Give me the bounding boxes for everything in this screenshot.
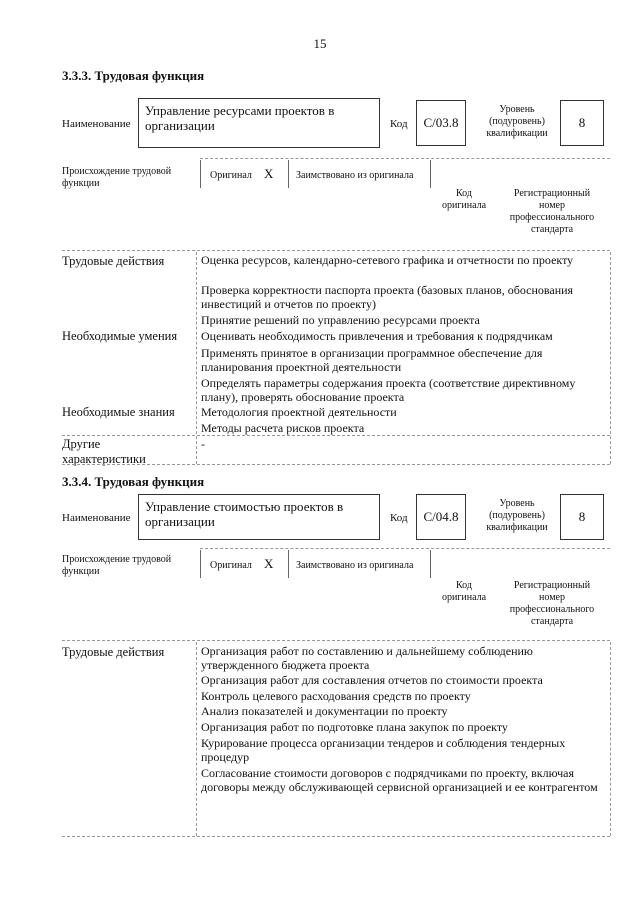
section-title: 3.3.4. Трудовая функция bbox=[62, 474, 205, 489]
knowledge-item: Методология проектной деятельности bbox=[201, 405, 397, 419]
code-value: C/03.8 bbox=[423, 115, 459, 130]
action-item: Организация работ по составлению и дальнейшему соблюдению утвержденного бюджета проекта bbox=[201, 644, 533, 672]
orig-code-label: Код оригинала bbox=[441, 580, 487, 603]
other-item: - bbox=[201, 437, 205, 451]
origin-label: Происхождение трудовой функции bbox=[62, 166, 172, 189]
origin-top-line bbox=[200, 158, 610, 159]
level-value: 8 bbox=[578, 115, 586, 130]
original-label: Оригинал bbox=[210, 560, 252, 571]
code-value: C/04.8 bbox=[423, 509, 459, 524]
origin-divider-1 bbox=[200, 160, 201, 188]
code-box bbox=[416, 494, 466, 540]
action-item: Проверка корректности паспорта проекта (базовых планов, обоснования инвестиций и отчетов по проекту) bbox=[201, 283, 574, 311]
table-bottom-line bbox=[62, 464, 610, 465]
action-item: Согласование стоимости договоров с подрядчиками по проекту, включая договоры между обслуживающей сервисной организацией и ее контрагентом bbox=[201, 766, 598, 794]
skill-item: Определять параметры содержания проекта (соответствие директивному плану), проверять обоснование проекта bbox=[201, 376, 576, 404]
origin-divider-3 bbox=[430, 160, 431, 188]
row-label-actions: Трудовые действия bbox=[62, 645, 165, 659]
level-label: Уровень (подуровень) квалификации bbox=[486, 104, 548, 139]
row-label-other: Другие характеристики bbox=[62, 437, 146, 466]
row-label-knowledge: Необходимые знания bbox=[62, 405, 175, 419]
code-box bbox=[416, 100, 466, 146]
row-label-skills: Необходимые умения bbox=[62, 329, 178, 343]
code-label: Код bbox=[390, 118, 408, 130]
original-label: Оригинал bbox=[210, 170, 252, 181]
name-label: Наименование bbox=[62, 512, 131, 524]
origin-divider-2 bbox=[288, 160, 289, 188]
table-col-line bbox=[196, 252, 197, 464]
function-name: Управление ресурсами проектов в организации bbox=[145, 103, 335, 133]
action-item: Оценка ресурсов, календарно-сетевого графика и отчетности по проекту bbox=[201, 253, 574, 267]
level-label: Уровень (подуровень) квалификации bbox=[486, 498, 548, 533]
table-bottom-line bbox=[62, 836, 610, 837]
section-title: 3.3.3. Трудовая функция bbox=[62, 68, 205, 83]
origin-divider-2 bbox=[288, 550, 289, 578]
page-number: 15 bbox=[313, 36, 327, 51]
level-box bbox=[560, 100, 604, 146]
original-mark: X bbox=[264, 166, 274, 181]
level-box bbox=[560, 494, 604, 540]
row-label-actions: Трудовые действия bbox=[62, 254, 165, 268]
skill-item: Применять принятое в организации программное обеспечение для планирования проектной деятельности bbox=[201, 346, 543, 374]
original-mark: X bbox=[264, 556, 274, 571]
skill-item: Оценивать необходимость привлечения и требования к подрядчикам bbox=[201, 329, 553, 343]
table-top-line bbox=[62, 640, 610, 641]
origin-divider-3 bbox=[430, 550, 431, 578]
origin-divider-1 bbox=[200, 550, 201, 578]
table-right-line bbox=[610, 252, 611, 464]
action-item: Курирование процесса организации тендеров и соблюдения тендерных процедур bbox=[201, 736, 566, 764]
knowledge-item: Методы расчета рисков проекта bbox=[201, 421, 365, 435]
action-item: Принятие решений по управлению ресурсами проекта bbox=[201, 313, 480, 327]
reg-number-label: Регистрационный номер профессионального стандарта bbox=[509, 580, 595, 627]
table-top-line bbox=[62, 250, 610, 251]
level-value: 8 bbox=[578, 509, 586, 524]
function-name-box bbox=[138, 98, 380, 148]
table-col-line bbox=[196, 642, 197, 836]
borrowed-label: Заимствовано из оригинала bbox=[296, 560, 414, 571]
origin-top-line bbox=[200, 548, 610, 549]
function-name-box bbox=[138, 494, 380, 540]
table-right-line bbox=[610, 642, 611, 836]
action-item: Анализ показателей и документации по проекту bbox=[201, 704, 448, 718]
action-item: Контроль целевого расходования средств по проекту bbox=[201, 689, 471, 703]
borrowed-label: Заимствовано из оригинала bbox=[296, 170, 414, 181]
code-label: Код bbox=[390, 512, 408, 524]
row-divider bbox=[62, 435, 610, 436]
origin-label: Происхождение трудовой функции bbox=[62, 554, 172, 577]
action-item: Организация работ по подготовке плана закупок по проекту bbox=[201, 720, 508, 734]
reg-number-label: Регистрационный номер профессионального стандарта bbox=[509, 188, 595, 235]
orig-code-label: Код оригинала bbox=[441, 188, 487, 211]
function-name: Управление стоимостью проектов в организации bbox=[145, 499, 344, 529]
name-label: Наименование bbox=[62, 118, 131, 130]
action-item: Организация работ для составления отчетов по стоимости проекта bbox=[201, 673, 543, 687]
